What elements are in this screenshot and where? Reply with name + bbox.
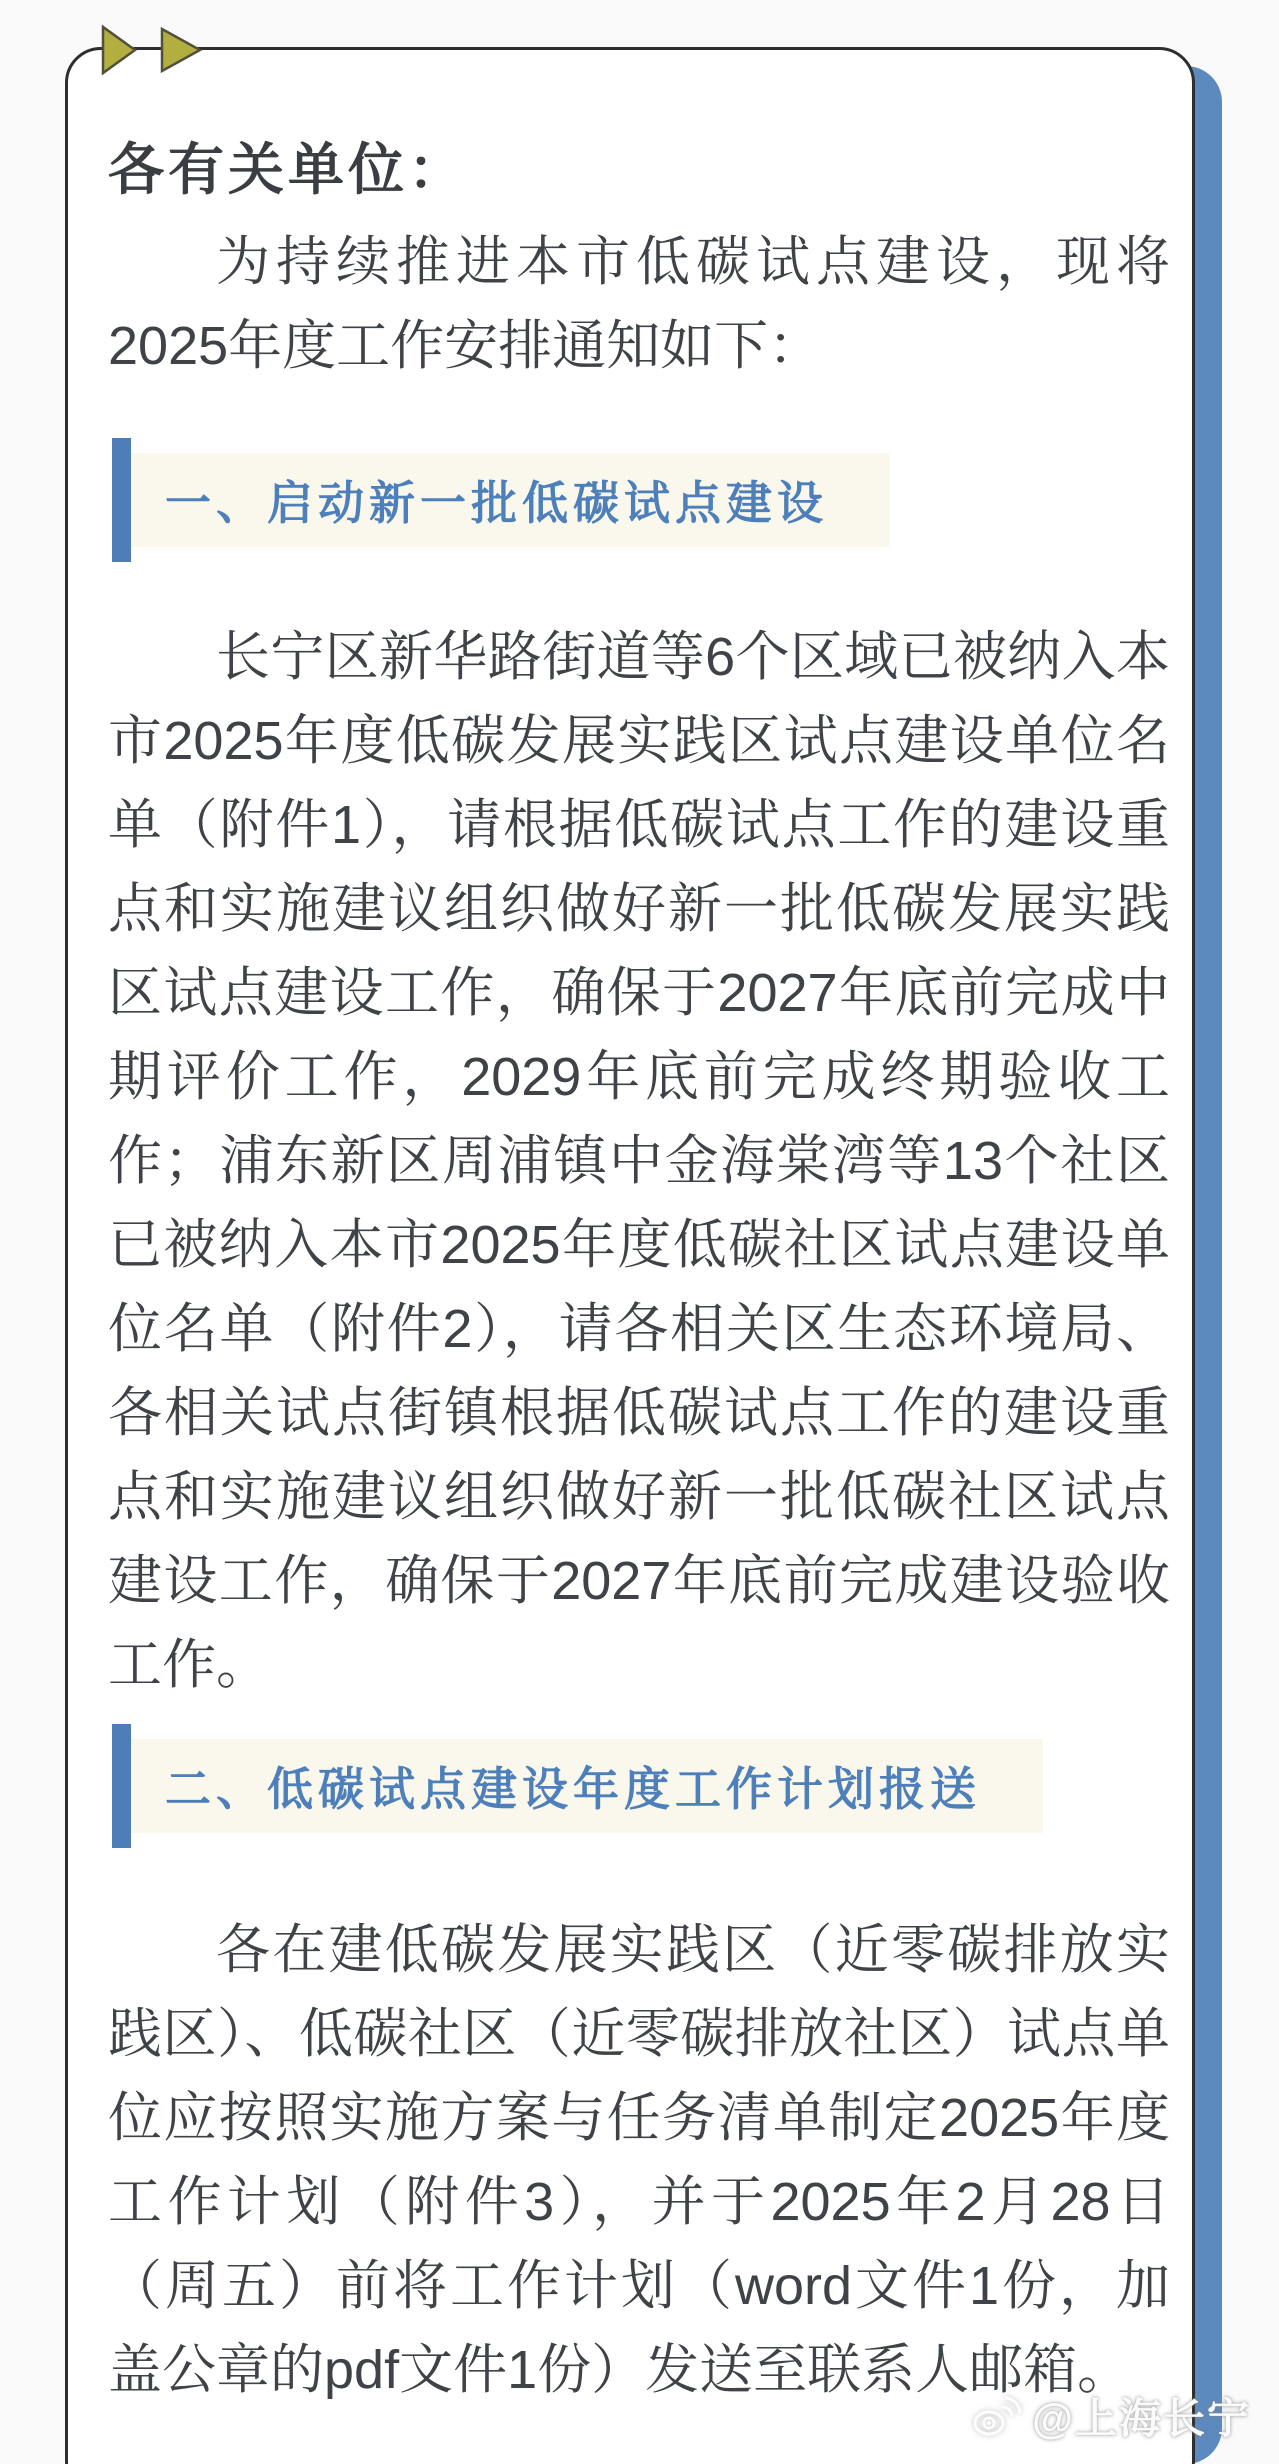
section-1-heading: 一、启动新一批低碳试点建设 bbox=[131, 453, 890, 547]
salutation-heading: 各有关单位： bbox=[108, 138, 468, 201]
weibo-icon bbox=[970, 2393, 1022, 2439]
intro-paragraph: 为持续推进本市低碳试点建设，现将2025年度工作安排通知如下： bbox=[108, 232, 1170, 376]
section-2-body-paragraph: 各在建低碳发展实践区（近零碳排放实践区）、低碳社区（近零碳排放社区）试点单位应按照实施方案与任务清单制定2025年度工作计划（附件3），并于2025年2月28日（周五）前将工作计划（word文件1份，加盖公章的pdf文件1份）发送至联系人邮箱。 bbox=[108, 1920, 1170, 2400]
watermark bbox=[970, 2386, 1251, 2446]
watermark-label: @上海长宁 bbox=[1032, 2395, 1251, 2442]
double-triangle-arrows-icon bbox=[98, 22, 210, 78]
section-1-accent-bar bbox=[112, 438, 131, 562]
section-1-body-paragraph: 长宁区新华路街道等6个区域已被纳入本市2025年度低碳发展实践区试点建设单位名单（附件1），请根据低碳试点工作的建设重点和实施建议组织做好新一批低碳发展实践区试点建设工作，确保于2027年底前完成中期评价工作，2029年底前完成终期验收工作；浦东新区周浦镇中金海棠湾等13个社区已被纳入本市2025年度低碳社区试点建设单位名单（附件2），请各相关区生态环境局、各相关试点街镇根据低碳试点工作的建设重点和实施建议组织做好新一批低碳社区试点建设工作，确保于2027年底前完成建设验收工作。 bbox=[108, 627, 1170, 1695]
section-2-accent-bar bbox=[112, 1724, 131, 1848]
section-2-heading: 二、低碳试点建设年度工作计划报送 bbox=[131, 1739, 1043, 1833]
